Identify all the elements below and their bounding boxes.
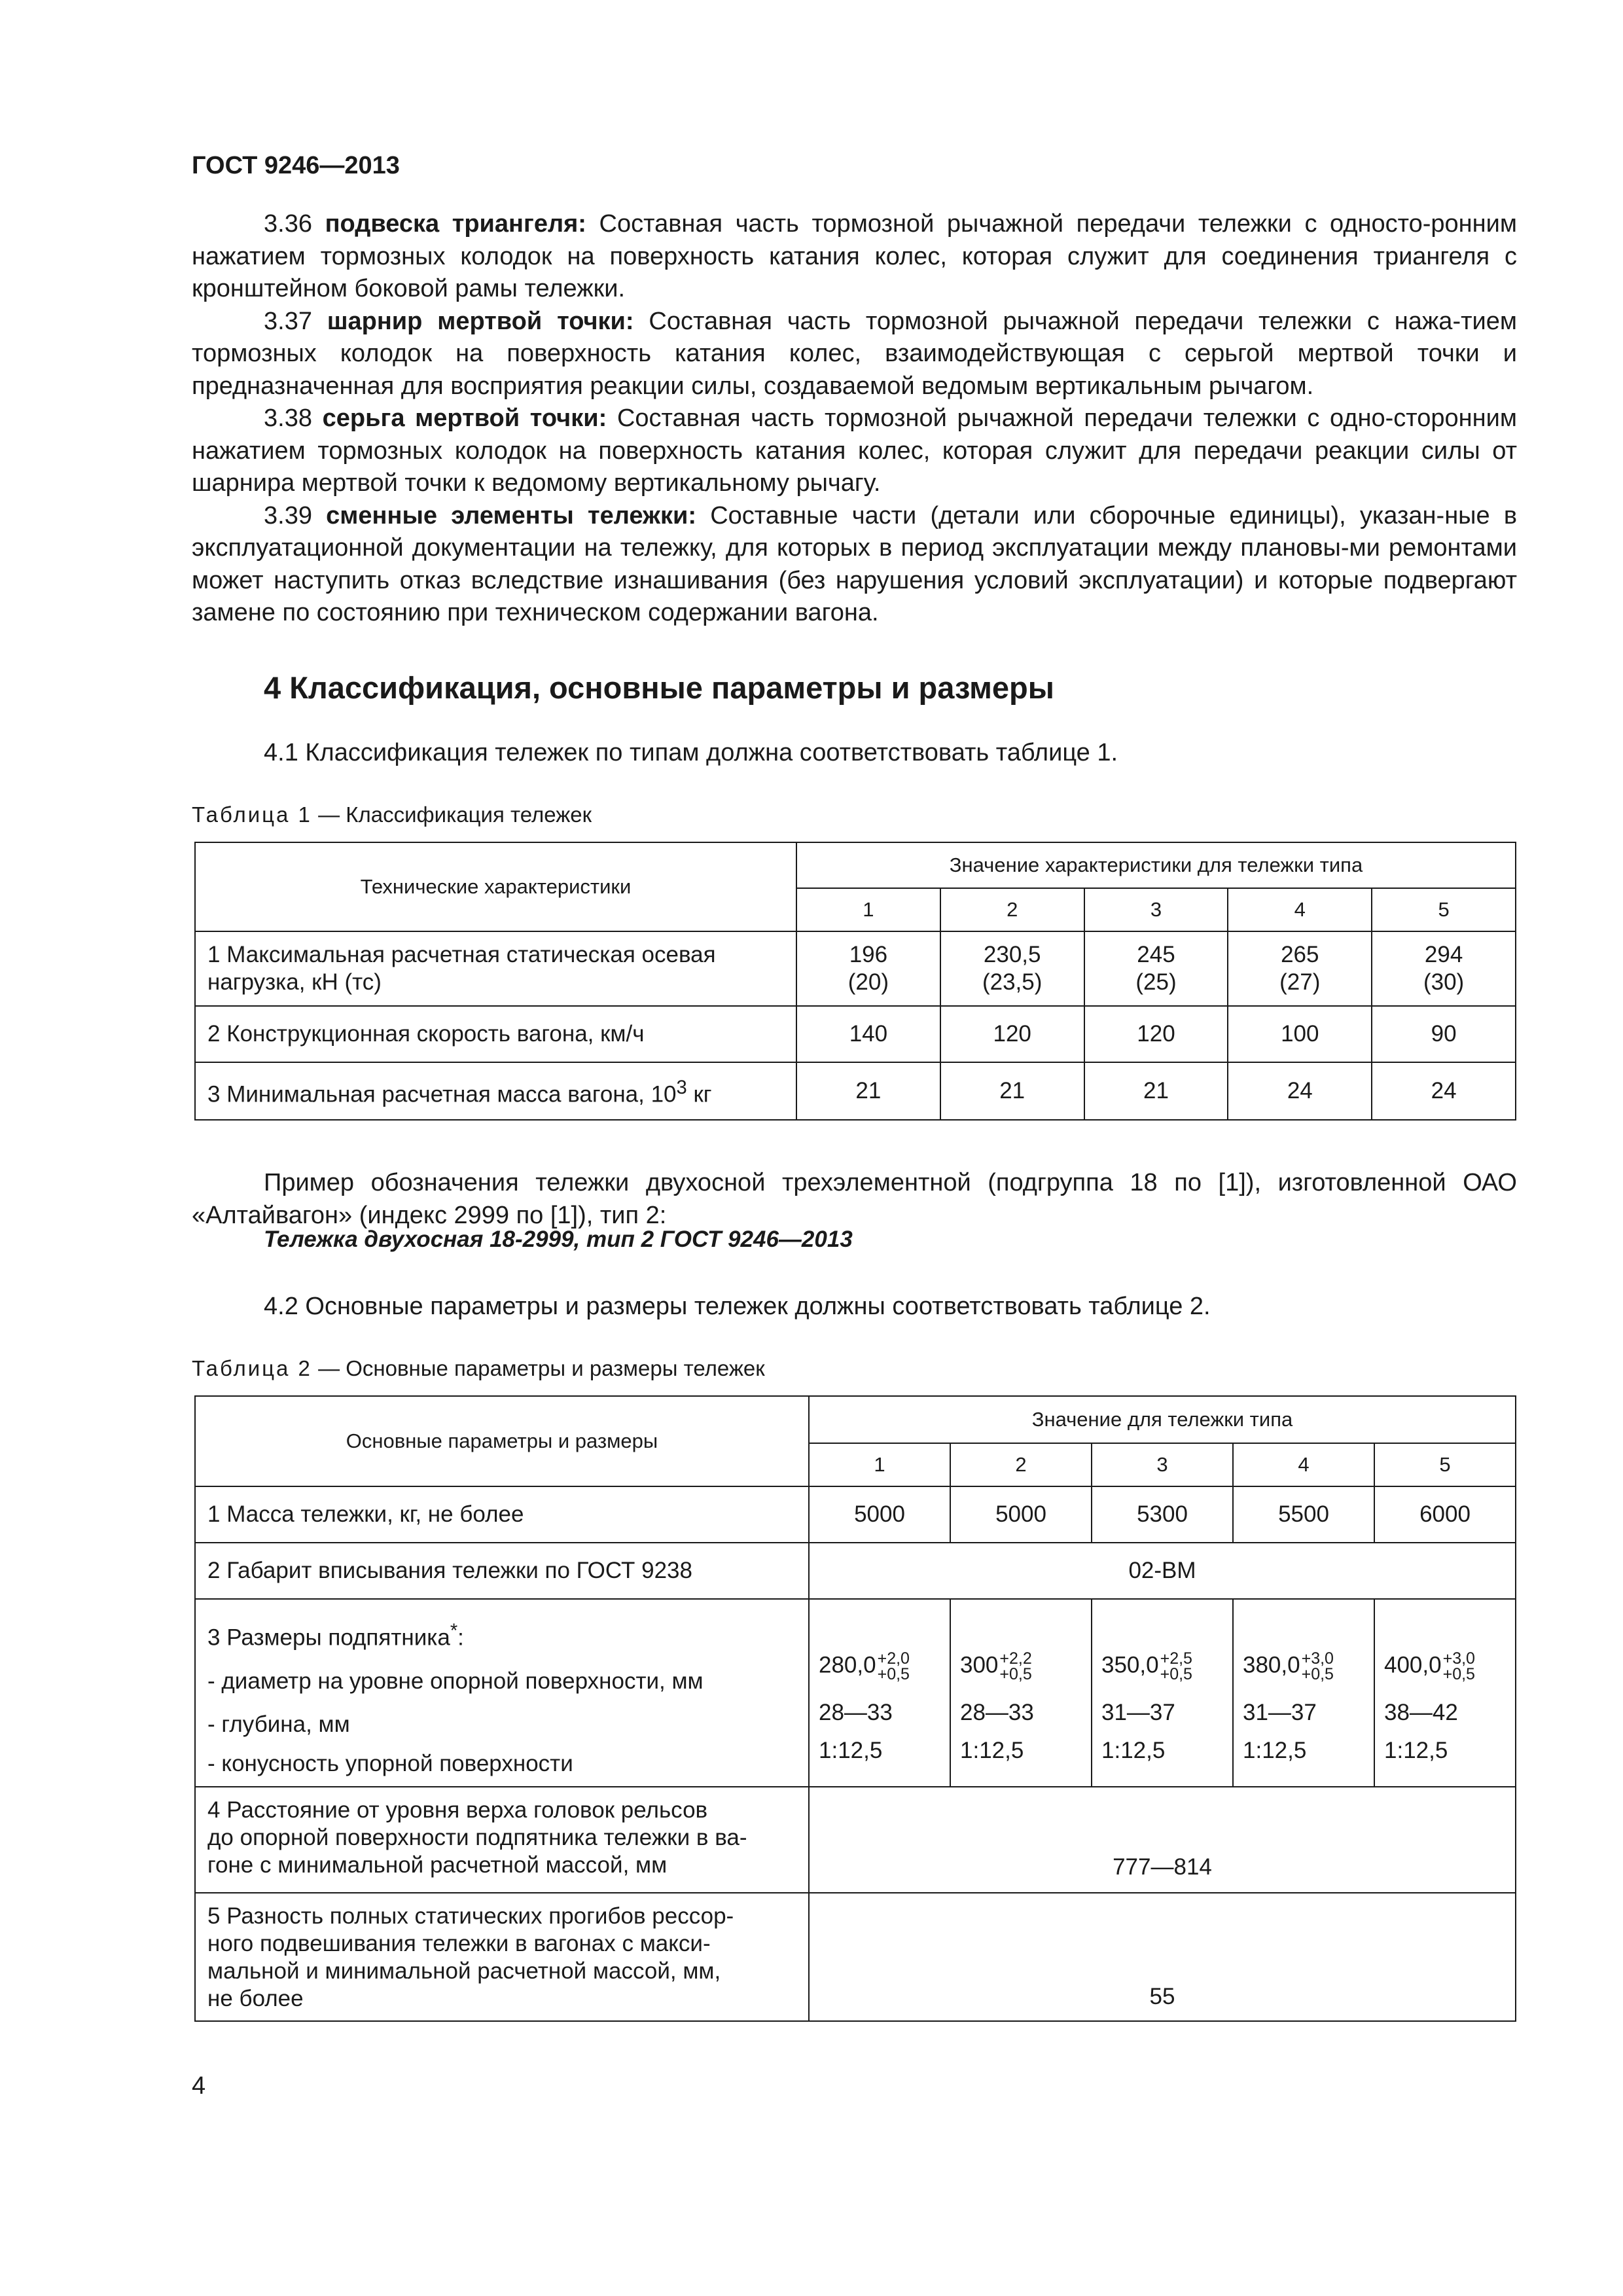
page-number: 4	[192, 2072, 206, 2100]
terms-section	[192, 208, 1517, 630]
section-4-heading: 4 Классификация, основные параметры и размеры	[264, 670, 1054, 705]
table-1-type-header: 2	[940, 888, 1084, 931]
paragraph-4-1: 4.1 Классификация тележек по типам должна соответствовать таблице 1.	[264, 739, 1118, 766]
table-row	[195, 1599, 1516, 1787]
table-cell: 140	[796, 1006, 940, 1062]
table-2-type-header: 5	[1374, 1443, 1516, 1486]
table-1-type-header: 4	[1228, 888, 1372, 931]
term-definition: Составная часть тормозной рычажной передачи тележки с односто-ронним нажатием тормозных колодок на поверхность катания колес, которая служит для соединения триангеля с кронштейном боковой рамы тележки.	[192, 210, 1518, 302]
table-cell: 24	[1228, 1062, 1372, 1120]
term-3-36: 3.36 подвеска триангеля: Составная часть тормозной рычажной передачи тележки с односто-ронним нажатием тормозных колодок на поверхность катания колес, которая служит для соединения триангеля с кронштейном боковой рамы тележки.	[192, 210, 1518, 302]
term-3-38: 3.38 серьга мертвой точки: Составная часть тормозной рычажной передачи тележки с одно-сторонним нажатием тормозных колодок на поверхность катания колес, которая служит для передачи реакции силы от шарнира мертвой точки к ведомому вертикальному рычагу.	[192, 404, 1517, 497]
term-3-37: 3.37 шарнир мертвой точки: Составная часть тормозной рычажной передачи тележки с нажа-тием тормозных колодок на поверхность катания колес, взаимодействующая с серьгой мертвой точки и предназначенная для восприятия реакции силы, создаваемой ведомым вертикальным рычагом.	[192, 307, 1517, 400]
table-cell: 120	[1084, 1006, 1228, 1062]
table-1-caption: Таблица 1 — Классификация тележек	[192, 802, 592, 827]
term-definition: Составная часть тормозной рычажной передачи тележки с одно-сторонним нажатием тормозных колодок на поверхность катания колес, которая служит для передачи реакции силы от шарнира мертвой точки к ведомому вертикальному рычагу.	[192, 404, 1517, 497]
term-name: шарнир мертвой точки:	[327, 307, 634, 335]
term-name: серьга мертвой точки:	[322, 404, 607, 432]
document-code-header: ГОСТ 9246—2013	[192, 152, 400, 179]
table-1-header-group: Значение характеристики для тележки типа	[796, 842, 1516, 888]
designation-example-code: Тележка двухосная 18-2999, тип 2 ГОСТ 9246—2013	[264, 1227, 853, 1252]
table-cell: 350,0 +2,5 +0,5 31—37 1:12,5	[1092, 1599, 1233, 1787]
table-row	[195, 1543, 1516, 1599]
table-1-header-characteristics: Технические характеристики	[195, 842, 796, 931]
table-row	[195, 1787, 1516, 1893]
table-cell: 5000	[809, 1486, 950, 1543]
table-cell-merged: 55	[809, 1893, 1516, 2021]
table-cell: 380,0 +3,0 +0,5 31—37 1:12,5	[1233, 1599, 1374, 1787]
table-cell: 21	[796, 1062, 940, 1120]
term-definition: Составные части (детали или сборочные единицы), указан-ные в эксплуатационной документации на тележку, для которых в период эксплуатации между плановы-ми ремонтами может наступить отказ вследствие изнашивания (без нарушения условий эксплуатации) и которые подвергают замене по состоянию при техническом содержании вагона.	[192, 501, 1518, 626]
table-cell: 280,0 +2,0 +0,5 28—33 1:12,5	[809, 1599, 950, 1787]
row-label: 3 Размеры подпятника*: - диаметр на уровне опорной поверхности, мм - глубина, мм - конусность упорной поверхности	[195, 1599, 809, 1787]
table-cell: 5300	[1092, 1486, 1233, 1543]
table-2-header-group: Значение для тележки типа	[809, 1396, 1516, 1443]
table-cell: 300 +2,2 +0,5 28—33 1:12,5	[950, 1599, 1092, 1787]
table-2-type-header: 4	[1233, 1443, 1374, 1486]
table-row	[195, 1006, 1516, 1062]
table-cell-merged: 777—814	[809, 1787, 1516, 1893]
table-cell: 196 (20)	[796, 931, 940, 1006]
table-cell: 6000	[1374, 1486, 1516, 1543]
table-2-type-header: 3	[1092, 1443, 1233, 1486]
table-cell: 230,5 (23,5)	[940, 931, 1084, 1006]
designation-example: Пример обозначения тележки двухосной трехэлементной (подгруппа 18 по [1]), изготовленной ОАО «Алтайвагон» (индекс 2999 по [1]), тип 2:	[192, 1169, 1517, 1229]
table-cell: 294 (30)	[1372, 931, 1516, 1006]
table-cell: 5000	[950, 1486, 1092, 1543]
table-cell: 24	[1372, 1062, 1516, 1120]
table-cell: 265 (27)	[1228, 931, 1372, 1006]
paragraph-4-2: 4.2 Основные параметры и размеры тележек должны соответствовать таблице 2.	[264, 1293, 1211, 1320]
table-cell: 90	[1372, 1006, 1516, 1062]
table-2-type-header: 2	[950, 1443, 1092, 1486]
term-name: подвеска триангеля:	[325, 210, 586, 238]
table-row	[195, 1486, 1516, 1543]
table-2-header-parameters: Основные параметры и размеры	[195, 1396, 809, 1486]
table-2-caption: Таблица 2 — Основные параметры и размеры тележек	[192, 1356, 765, 1380]
row-label: 1 Максимальная расчетная статическая осевая нагрузка, кН (тс)	[195, 931, 796, 1006]
term-3-39: 3.39 сменные элементы тележки: Составные части (детали или сборочные единицы), указан-ные в эксплуатационной документации на тележку, для которых в период эксплуатации между плановы-ми ремонтами может наступить отказ вследствие изнашивания (без нарушения условий эксплуатации) и которые подвергают замене по состоянию при техническом содержании вагона.	[192, 501, 1518, 626]
table-row	[195, 1062, 1516, 1120]
table-cell: 100	[1228, 1006, 1372, 1062]
table-cell: 5500	[1233, 1486, 1374, 1543]
table-1-type-header: 3	[1084, 888, 1228, 931]
row-label: 5 Разность полных статических прогибов рессор- ного подвешивания тележки в вагонах с макси- мальной и минимальной расчетной массой, мм, не более	[195, 1893, 809, 2021]
table-row	[195, 1893, 1516, 2021]
row-label: 4 Расстояние от уровня верха головок рельсов до опорной поверхности подпятника тележки в ва- гоне с минимальной расчетной массой, мм	[195, 1787, 809, 1893]
row-label: 3 Минимальная расчетная масса вагона, $10^3$ кг	[195, 1062, 796, 1120]
table-2-parameters	[194, 1395, 1516, 2022]
table-1-type-header: 5	[1372, 888, 1516, 931]
table-cell: 120	[940, 1006, 1084, 1062]
table-1-classification	[194, 842, 1516, 1121]
term-definition: Составная часть тормозной рычажной передачи тележки с нажа-тием тормозных колодок на поверхность катания колес, взаимодействующая с серьгой мертвой точки и предназначенная для восприятия реакции силы, создаваемой ведомым вертикальным рычагом.	[192, 307, 1517, 400]
table-2-type-header: 1	[809, 1443, 950, 1486]
table-cell: 21	[940, 1062, 1084, 1120]
row-label: 2 Габарит вписывания тележки по ГОСТ 9238	[195, 1543, 809, 1599]
table-cell: 400,0 +3,0 +0,5 38—42 1:12,5	[1374, 1599, 1516, 1787]
row-label: 2 Конструкционная скорость вагона, км/ч	[195, 1006, 796, 1062]
term-name: сменные элементы тележки:	[326, 501, 696, 529]
table-row	[195, 931, 1516, 1006]
table-cell-merged: 02-ВМ	[809, 1543, 1516, 1599]
table-cell: 245 (25)	[1084, 931, 1228, 1006]
row-label: 1 Масса тележки, кг, не более	[195, 1486, 809, 1543]
table-1-type-header: 1	[796, 888, 940, 931]
table-cell: 21	[1084, 1062, 1228, 1120]
